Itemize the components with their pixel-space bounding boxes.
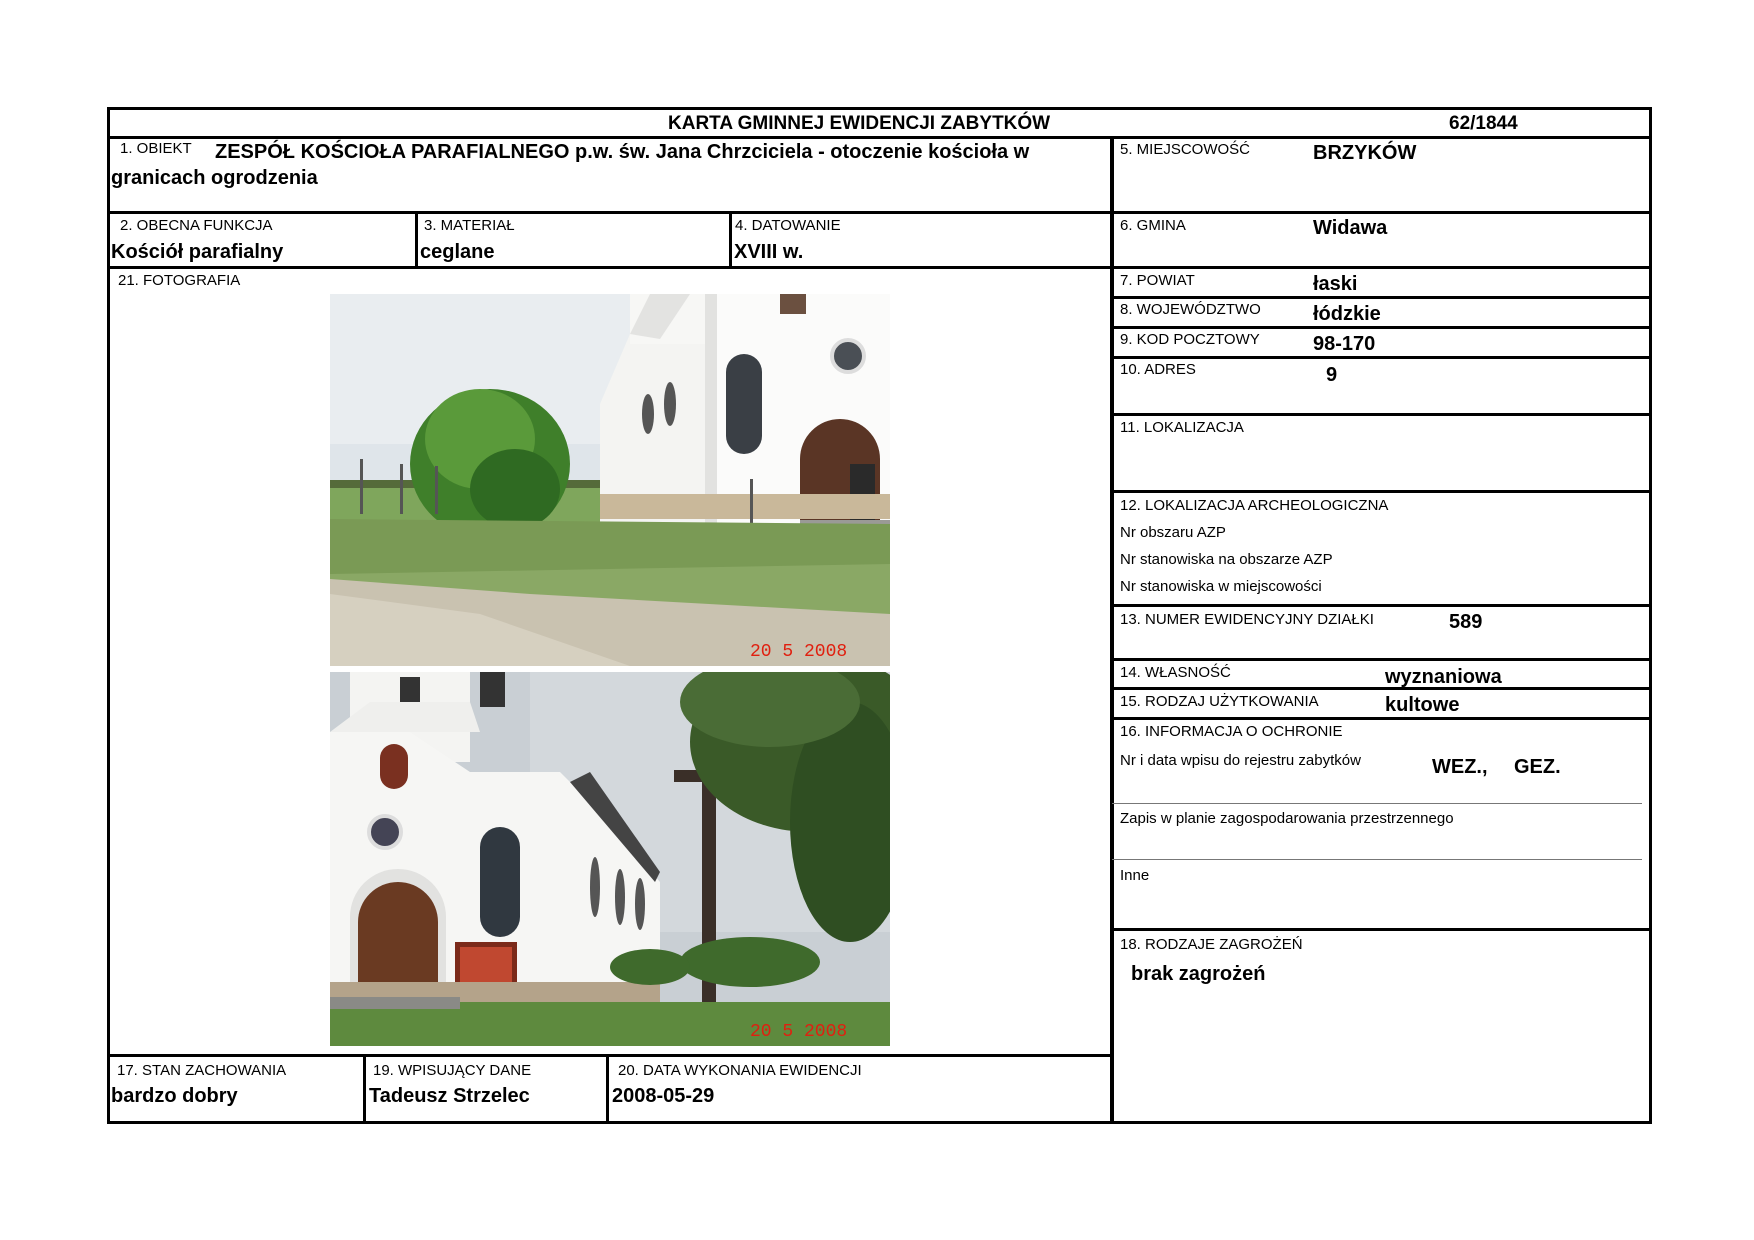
data-value: 2008-05-29: [612, 1085, 715, 1107]
uzytkowanie-label: 15. RODZAJ UŻYTKOWANIA: [1120, 693, 1319, 710]
inne-label: Inne: [1120, 867, 1150, 884]
uzytkowanie-value: kultowe: [1385, 694, 1460, 716]
photo-church-side-with-cross: [330, 672, 890, 1046]
stan-value: bardzo dobry: [111, 1085, 238, 1107]
adres-value: 9: [1326, 364, 1338, 386]
funkcja-label: 2. OBECNA FUNKCJA: [120, 217, 273, 234]
miejscowosc-label: 5. MIEJSCOWOŚĆ: [1120, 141, 1251, 158]
powiat-label: 7. POWIAT: [1120, 272, 1195, 289]
rejestr-wez: WEZ.,: [1432, 756, 1488, 778]
material-label: 3. MATERIAŁ: [424, 217, 515, 234]
funkcja-value: Kościół parafialny: [111, 241, 284, 263]
wpisujacy-label: 19. WPISUJĄCY DANE: [373, 1062, 532, 1079]
photo2-date-stamp: 20 5 2008: [750, 1022, 848, 1042]
obiekt-label: 1. OBIEKT: [120, 140, 192, 157]
zagrozenia-label: 18. RODZAJE ZAGROŻEŃ: [1120, 936, 1303, 953]
plan-label: Zapis w planie zagospodarowania przestrzennego: [1120, 810, 1454, 827]
wpisujacy-value: Tadeusz Strzelec: [369, 1085, 530, 1107]
kod-value: 98-170: [1313, 333, 1376, 355]
adres-label: 10. ADRES: [1120, 361, 1196, 378]
archeo-label: 12. LOKALIZACJA ARCHEOLOGICZNA: [1120, 497, 1389, 514]
fotografia-label: 21. FOTOGRAFIA: [118, 272, 241, 289]
rejestr-gez: GEZ.: [1514, 756, 1561, 778]
archeo-line2: Nr stanowiska na obszarze AZP: [1120, 551, 1333, 568]
rejestr-label: Nr i data wpisu do rejestru zabytków: [1120, 752, 1361, 769]
archeo-line3: Nr stanowiska w miejscowości: [1120, 578, 1322, 595]
wlasnosc-label: 14. WŁASNOŚĆ: [1120, 664, 1231, 681]
miejscowosc-value: BRZYKÓW: [1313, 142, 1417, 164]
archeo-line1: Nr obszaru AZP: [1120, 524, 1226, 541]
wojewodztwo-label: 8. WOJEWÓDZTWO: [1120, 301, 1261, 318]
obiekt-value-line2: granicach ogrodzenia: [111, 167, 318, 189]
photo1-date-stamp: 20 5 2008: [750, 642, 848, 662]
material-value: ceglane: [420, 241, 495, 263]
datowanie-value: XVIII w.: [734, 241, 804, 263]
powiat-value: łaski: [1313, 273, 1358, 295]
zagrozenia-value: brak zagrożeń: [1131, 963, 1266, 985]
dzialka-value: 589: [1449, 611, 1483, 633]
lokalizacja-label: 11. LOKALIZACJA: [1120, 419, 1244, 436]
obiekt-value-line1: ZESPÓŁ KOŚCIOŁA PARAFIALNEGO p.w. św. Jana Chrzciciela - otoczenie kościoła w: [215, 141, 1030, 163]
card-title: KARTA GMINNEJ EWIDENCJI ZABYTKÓW: [668, 113, 1051, 134]
wlasnosc-value: wyznaniowa: [1385, 666, 1502, 688]
datowanie-label: 4. DATOWANIE: [735, 217, 841, 234]
kod-label: 9. KOD POCZTOWY: [1120, 331, 1260, 348]
data-label: 20. DATA WYKONANIA EWIDENCJI: [618, 1062, 862, 1079]
wojewodztwo-value: łódzkie: [1313, 303, 1381, 325]
gmina-value: Widawa: [1313, 217, 1388, 239]
card-number: 62/1844: [1449, 113, 1518, 134]
dzialka-label: 13. NUMER EWIDENCYJNY DZIAŁKI: [1120, 611, 1374, 628]
photo-church-front: [330, 294, 890, 666]
ochrona-label: 16. INFORMACJA O OCHRONIE: [1120, 723, 1343, 740]
stan-label: 17. STAN ZACHOWANIA: [117, 1062, 287, 1079]
gmina-label: 6. GMINA: [1120, 217, 1186, 234]
